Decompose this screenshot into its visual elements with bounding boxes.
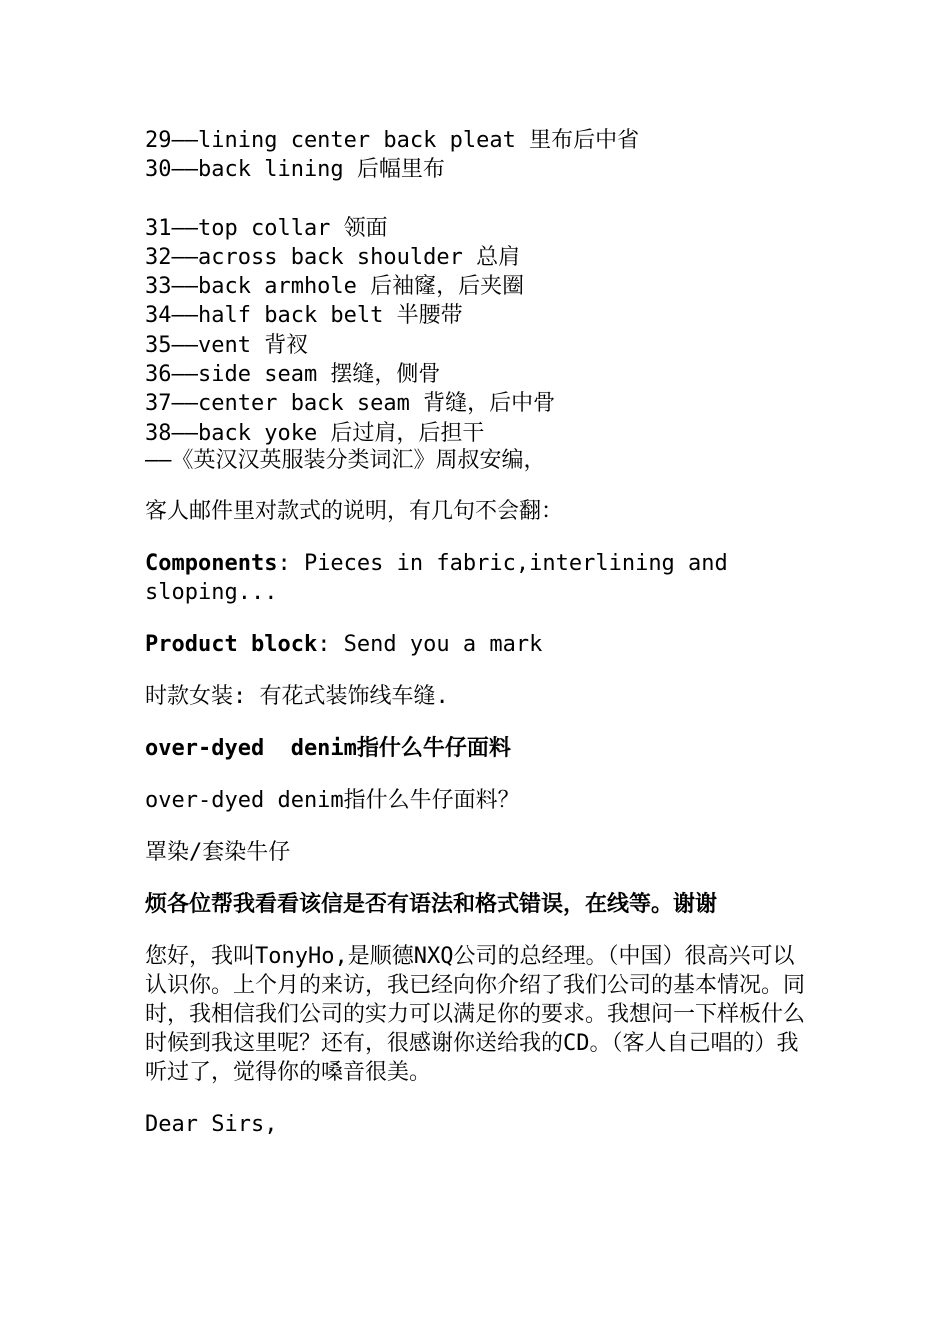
product-block-note	[145, 630, 810, 659]
fashion-note: 时款女装: 有花式装饰线车缝.	[145, 683, 449, 709]
spacer	[145, 185, 810, 214]
components-label: Components	[145, 550, 278, 576]
intro-text: 客人邮件里对款式的说明，有几句不会翻：	[145, 498, 564, 524]
glossary-source: ——《英汉汉英服装分类词汇》周叔安编，	[145, 447, 546, 473]
glossary-item-32: 32——across back shoulder 总肩	[145, 244, 521, 270]
product-block-label: Product block	[145, 631, 318, 657]
components-note	[145, 549, 810, 607]
letter-body: 您好，我叫TonyHo,是顺德NXQ公司的总经理。（中国）很高兴可以认识你。上个月的来访，我已经向你介绍了我们公司的基本情况。同时，我相信我们公司的实力可以满足你的要求。我想问一下样板什么时候到我这里呢？还有，很感谢你送给我的CD。（客人自己唱的）我听过了，觉得你的嗓音很美。	[145, 943, 806, 1085]
glossary-item-29: 29——lining center back pleat 里布后中省	[145, 128, 640, 153]
glossary-item-34: 34——half back belt 半腰带	[145, 303, 463, 329]
product-block-text: : Send you a mark	[317, 631, 543, 657]
glossary-item-33: 33——back armhole 后袖窿，后夹圈	[145, 274, 525, 300]
components-text: : Pieces in fabric,interlining and sloping...	[145, 550, 728, 605]
glossary-item-37: 37——center back seam 背缝，后中骨	[145, 391, 556, 417]
glossary-item-38: 38——back yoke 后过肩，后担干	[145, 420, 485, 446]
question-text-denim: over-dyed denim指什么牛仔面料？	[145, 787, 520, 813]
glossary-list	[145, 126, 810, 474]
question-heading-letter: 烦各位帮我看看该信是否有语法和格式错误，在线等。谢谢	[145, 891, 718, 917]
question-heading-denim: over-dyed denim指什么牛仔面料	[145, 735, 511, 761]
glossary-item-35: 35——vent 背衩	[145, 332, 309, 358]
glossary-item-36: 36——side seam 摆缝，侧骨	[145, 362, 441, 388]
glossary-item-30: 30——back lining 后幅里布	[145, 157, 445, 183]
letter-salutation: Dear Sirs,	[145, 1111, 278, 1137]
answer-text-denim: 罩染/套染牛仔	[145, 839, 291, 865]
document-page	[145, 126, 810, 1139]
glossary-item-31: 31——top collar 领面	[145, 215, 388, 241]
